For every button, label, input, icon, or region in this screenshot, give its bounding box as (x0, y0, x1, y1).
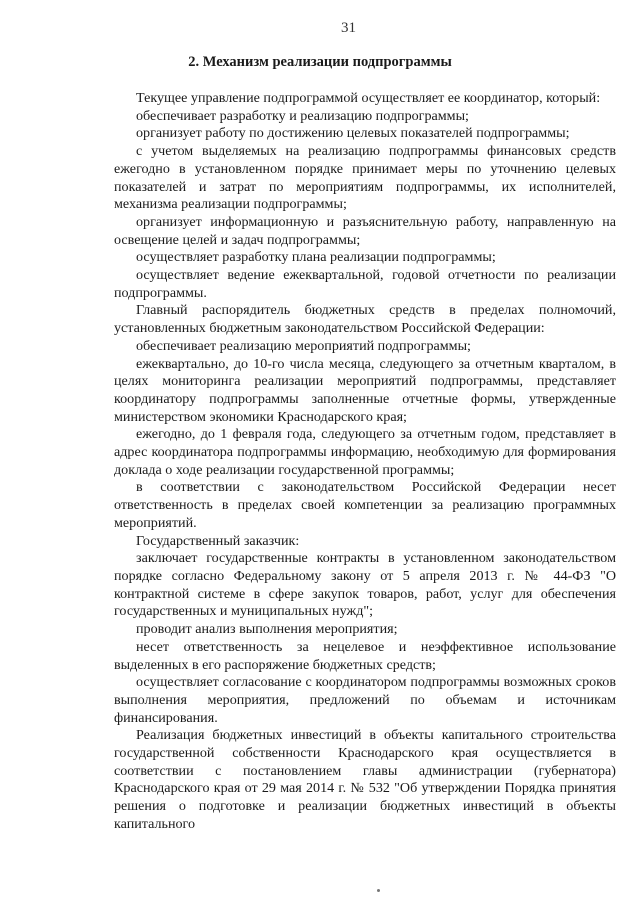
paragraph: с учетом выделяемых на реализацию подпрограммы финансовых средств ежегодно в установленном порядке принимает меры по уточнению целевых показателей и затрат по мероприятиям подпрограммы, их исполнителей, механизма реализации подпрограммы; (114, 143, 616, 213)
paragraph: организует информационную и разъяснительную работу, направленную на освещение целей и задач подпрограммы; (114, 213, 616, 248)
page-title: 2. Механизм реализации подпрограммы (188, 54, 452, 70)
paragraph: ежеквартально, до 10-го числа месяца, следующего за отчетным кварталом, в целях мониторинга реализации мероприятий подпрограммы, представляет координатору подпрограммы заполненные отчетные формы, утвержденные министерством экономики Краснодарского края; (114, 355, 616, 425)
paragraph: Текущее управление подпрограммой осуществляет ее координатор, который: (136, 90, 601, 106)
paragraph: ежегодно, до 1 февраля года, следующего за отчетным годом, представляет в адрес координатора подпрограммы информацию, необходимую для формирования доклада о ходе реализации государственной программы; (114, 426, 616, 478)
paragraph: Реализация бюджетных инвестиций в объекты капитального строительства государственной собственности Краснодарского края осуществляется в соответствии с постановлением главы администрации (губернатора) Краснодарского края от 29 мая 2014 г. № 532 "Об утверждении Порядка принятия решения о подготовке и реализации бюджетных инвестиций в объекты капитального (114, 727, 616, 832)
paragraph: несет ответственность за нецелевое и неэффективное использование выделенных в его распоряжение бюджетных средств; (114, 638, 616, 673)
document-body (114, 90, 616, 834)
page-number: 31 (341, 20, 356, 36)
paragraph: Главный распорядитель бюджетных средств в пределах полномочий, установленных бюджетным законодательством Российской Федерации: (114, 302, 616, 337)
paragraph: в соответствии с законодательством Российской Федерации несет ответственность в пределах своей компетенции за реализацию программных мероприятий. (114, 479, 616, 531)
paragraph: организует работу по достижению целевых показателей подпрограммы; (136, 125, 570, 142)
scan-mark (377, 889, 380, 892)
paragraph: осуществляет разработку плана реализации подпрограммы; (136, 249, 496, 266)
paragraph: обеспечивает реализацию мероприятий подпрограммы; (136, 337, 471, 354)
paragraph: обеспечивает разработку и реализацию подпрограммы; (136, 107, 469, 124)
paragraph: проводит анализ выполнения мероприятия; (136, 621, 398, 638)
paragraph: осуществляет согласование с координатором подпрограммы возможных сроков выполнения мероприятия, предложений по объемам и источникам финансирования. (114, 674, 616, 726)
paragraph: осуществляет ведение ежеквартальной, годовой отчетности по реализации подпрограммы. (114, 267, 616, 301)
paragraph: заключает государственные контракты в установленном законодательством порядке согласно Федеральному закону от 5 апреля 2013 г. № 44-ФЗ "О контрактной системе в сфере закупок товаров, работ, услуг для обеспечения государственных и муниципальных нужд"; (114, 550, 616, 620)
paragraph: Государственный заказчик: (136, 532, 300, 549)
